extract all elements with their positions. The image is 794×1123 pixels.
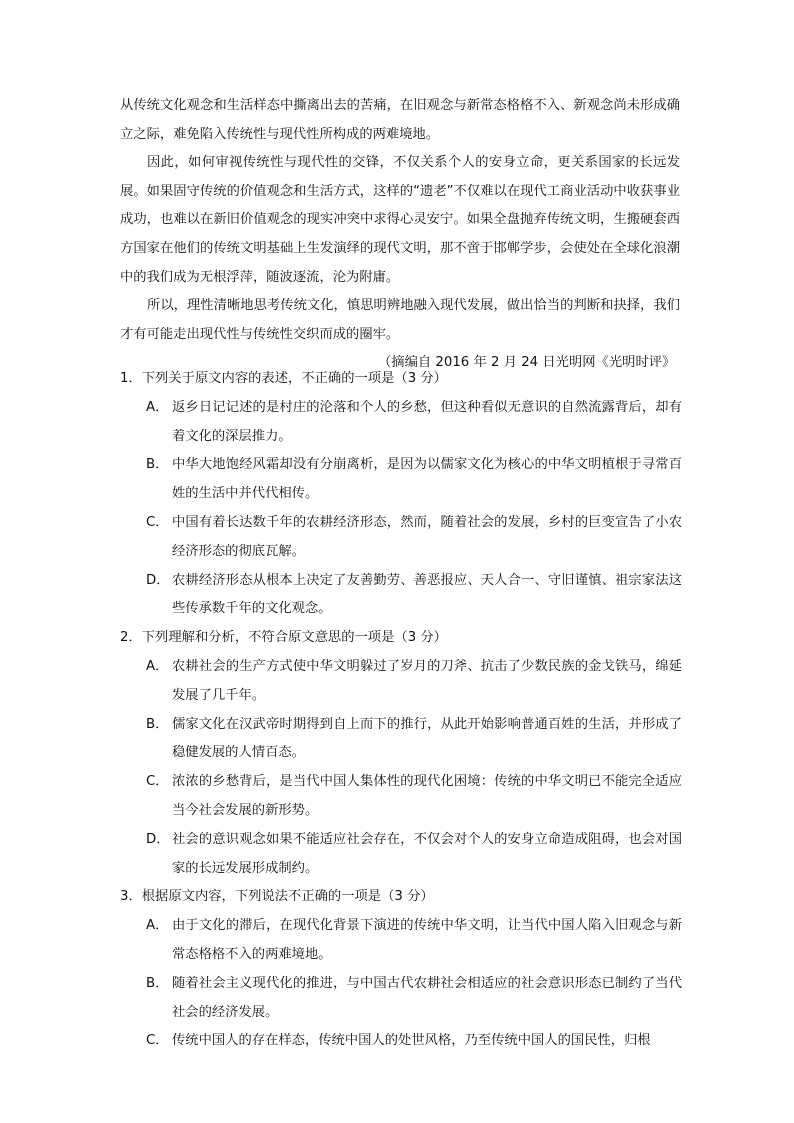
article-paragraph: 从传统文化观念和生活样态中撕离出去的苦痛，在旧观念与新常态格格不入、新观念尚未形成确立之际，难免陷入传统性与现代性所构成的两难境地。 [120, 98, 680, 142]
option-text: 浓浓的乡愁背后，是当代中国人集体性的现代化困境：传统的中华文明已不能完全适应当今社会发展的新形势。 [172, 774, 682, 818]
option-text: 中国有着长达数千年的农耕经济形态，然而，随着社会的发展，乡村的巨变宣告了小农经济形态的彻底瓦解。 [172, 514, 682, 559]
option-c [120, 768, 682, 826]
option-b [120, 451, 682, 509]
option-letter: A． [146, 918, 169, 934]
option-a [120, 653, 682, 711]
option-text: 返乡日记记述的是村庄的沦落和个人的乡愁，但这种看似无意识的自然流露背后，却有着文化的深层推力。 [172, 399, 682, 444]
option-text: 农耕社会的生产方式使中华文明躲过了岁月的刀斧、抗击了少数民族的金戈铁马，绵延发展了几千年。 [172, 658, 682, 703]
option-text: 儒家文化在汉武帝时期得到自上而下的推行，从此开始影响普通百姓的生活，并形成了稳健发展的人情百态。 [172, 716, 682, 761]
question-2 [120, 624, 682, 883]
option-text: 随着社会主义现代化的推进，与中国古代农耕社会相适应的社会意识形态已制约了当代社会的经济发展。 [172, 975, 682, 1020]
question-stem: 1．下列关于原文内容的表述，不正确的一项是（3 分） [120, 371, 447, 386]
option-letter: D． [146, 572, 170, 588]
option-letter: A． [146, 399, 169, 415]
question-stem: 2．下列理解和分析，不符合原文意思的一项是（3 分） [120, 630, 447, 646]
article-text [120, 92, 680, 378]
question-3 [120, 883, 682, 1056]
option-d [120, 567, 682, 625]
option-letter: B． [146, 716, 169, 732]
question-list [120, 365, 682, 1056]
option-c [120, 509, 682, 567]
option-text: 社会的意识观念如果不能适应社会存在，不仅会对个人的安身立命造成阻碍，也会对国家的长远发展形成制约。 [172, 831, 682, 876]
option-c [120, 1027, 682, 1056]
option-letter: A． [146, 658, 169, 674]
article-source: （摘编自 2016 年 2 月 24 日光明网《光明时评》 [378, 355, 676, 371]
option-text: 中华大地饱经风霜却没有分崩离析，是因为以儒家文化为核心的中华文明植根于寻常百姓的生活中并代代相传。 [172, 457, 682, 502]
option-b [120, 970, 682, 1028]
option-letter: D． [146, 831, 170, 847]
option-letter: C． [146, 774, 169, 790]
option-letter: C． [146, 514, 169, 530]
question-1 [120, 365, 682, 624]
article-paragraph: 因此，如何审视传统性与现代性的交锋，不仅关系个人的安身立命，更关系国家的长远发展。如果固守传统的价值观念和生活方式，这样的“遗老”不仅难以在现代工商业活动中收获事业成功，也难以在新旧价值观念的现实冲突中求得心灵安宁。如果全盘抛弃传统文明，生搬硬套西方国家在他们的传统文明基础上生发演绎的现代文明，那不啻于邯郸学步，会使处在全球化浪潮中的我们成为无根浮萍，随波逐流，沦为附庸。 [120, 155, 680, 285]
option-text: 农耕经济形态从根本上决定了友善勤劳、善恶报应、天人合一、守旧谨慎、祖宗家法这些传承数千年的文化观念。 [172, 572, 682, 617]
option-text: 由于文化的滞后，在现代化背景下演进的传统中华文明，让当代中国人陷入旧观念与新常态格格不入的两难境地。 [172, 918, 682, 962]
option-letter: C． [146, 1033, 169, 1049]
option-d [120, 826, 682, 884]
option-text: 传统中国人的存在样态，传统中国人的处世风格，乃至传统中国人的国民性，归根 [172, 1033, 651, 1049]
option-a [120, 394, 682, 452]
option-a [120, 912, 682, 970]
option-letter: B． [146, 975, 169, 991]
option-b [120, 711, 682, 769]
question-stem: 3．根据原文内容，下列说法不正确的一项是（3 分） [120, 889, 434, 905]
option-letter: B． [146, 457, 169, 473]
article-paragraph: 所以，理性清晰地思考传统文化，慎思明辨地融入现代发展，做出恰当的判断和抉择，我们才有可能走出现代性与传统性交织而成的圈牢。 [120, 298, 680, 342]
